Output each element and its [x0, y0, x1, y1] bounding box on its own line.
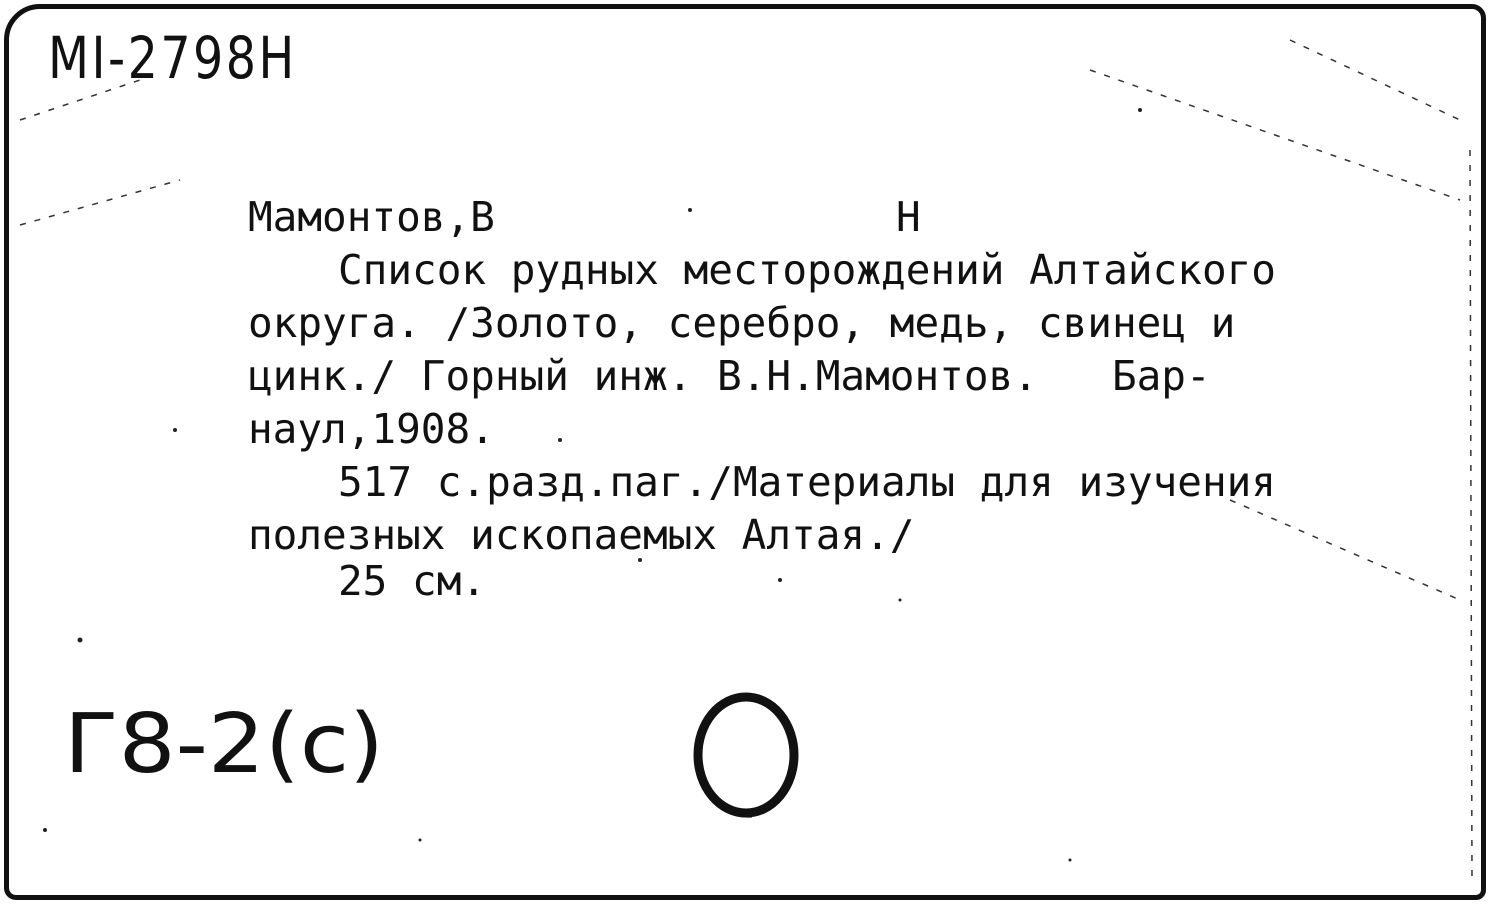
imprint-line: наул,1908.: [248, 405, 495, 453]
shelf-mark-text: Г8-2(с): [64, 697, 384, 792]
size-line: 25 см.: [338, 557, 487, 605]
title-line-1: Список рудных месторождений Алтайского: [338, 246, 1276, 294]
author-initial: Н: [896, 193, 921, 241]
author-name: Мамонтов,В: [248, 193, 495, 241]
title-line-2: округа. /Золото, серебро, медь, свинец и: [248, 299, 1236, 347]
shelf-mark: [64, 672, 404, 802]
title-line-3: цинк./ Горный инж. В.Н.Мамонтов. Бар-: [248, 352, 1211, 400]
collation-line-2: полезных ископаемых Алтая./: [248, 511, 915, 559]
punch-hole-icon: [690, 690, 802, 820]
call-number: MI-2798H: [48, 24, 297, 92]
collation-line-1: 517 с.разд.паг./Материалы для изучения: [338, 458, 1276, 506]
